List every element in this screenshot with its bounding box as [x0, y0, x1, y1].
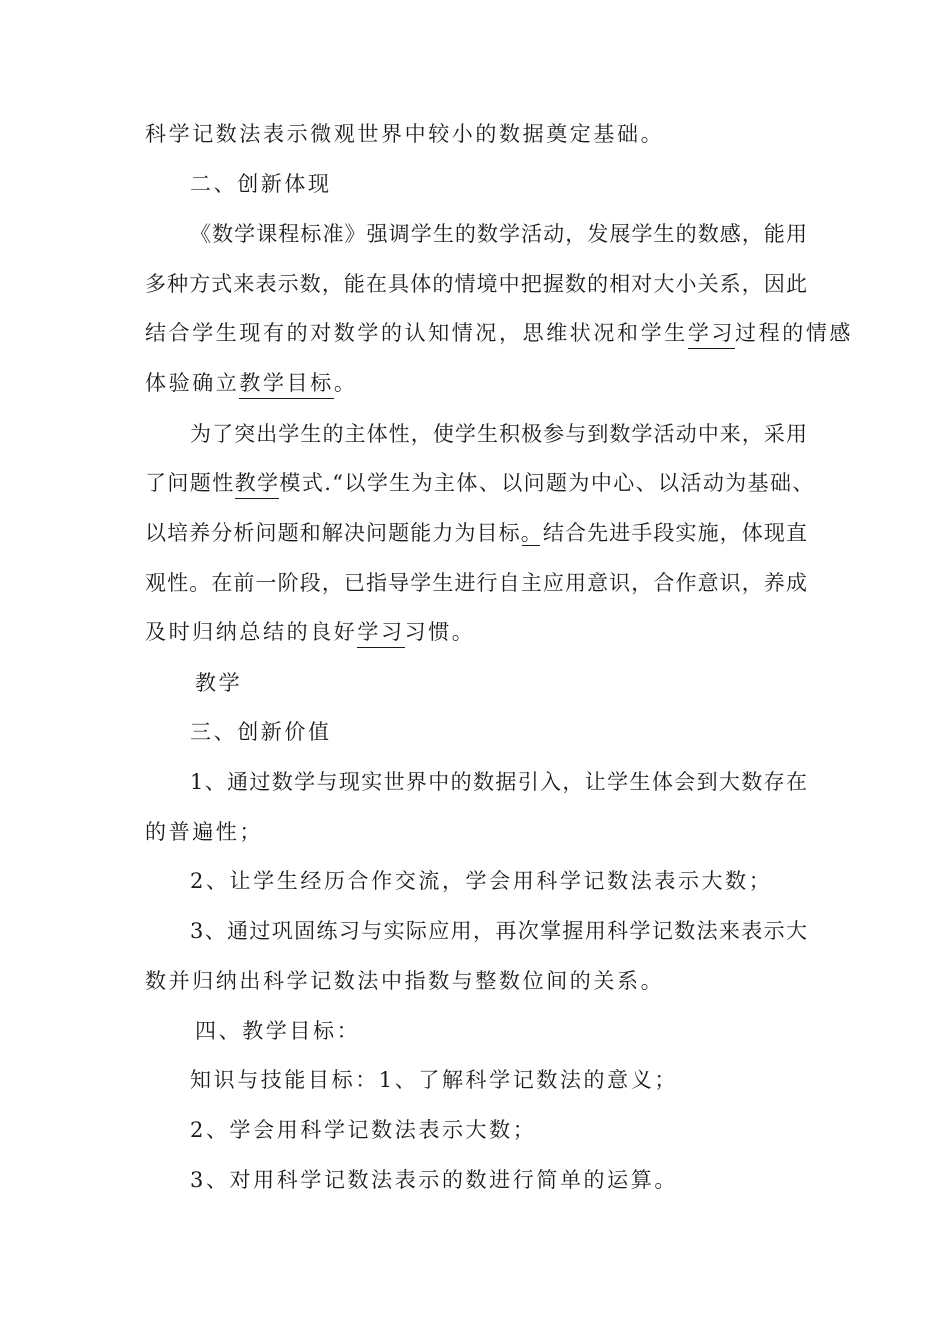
- paragraph-line: [145, 469, 815, 497]
- underlined-term: 学习: [357, 620, 405, 644]
- list-item: 3、通过巩固练习与实际应用，再次掌握用科学记数法来表示大: [190, 919, 807, 943]
- paragraph-line: [145, 618, 475, 646]
- list-item: 的普遍性；: [145, 820, 263, 844]
- paragraph-line: [145, 369, 357, 397]
- paragraph-line: 教学: [195, 671, 243, 695]
- list-item: 3、对用科学记数法表示的数进行简单的运算。: [190, 1168, 678, 1192]
- list-item: 1、通过数学与现实世界中的数据引入，让学生体会到大数存在: [190, 770, 807, 794]
- underline-mark: [522, 545, 540, 546]
- paragraph-line: [145, 319, 853, 347]
- section-heading: 二、创新体现: [190, 172, 332, 196]
- list-item: 数并归纳出科学记数法中指数与整数位间的关系。: [145, 969, 665, 993]
- text-segment: 过程的情感: [735, 321, 854, 345]
- paragraph-line: 以培养分析问题和解决问题能力为目标。结合先进手段实施，体现直: [145, 521, 807, 545]
- text-segment: 。: [333, 371, 358, 395]
- paragraph-line: 观性。在前一阶段，已指导学生进行自主应用意识，合作意识，养成: [145, 571, 807, 595]
- underlined-term: 教学目标: [239, 371, 334, 395]
- paragraph-line: 《数学课程标准》强调学生的数学活动，发展学生的数感，能用: [190, 222, 807, 246]
- text-segment: 及时归纳总结的良好: [145, 620, 358, 644]
- text-segment: 结合学生现有的对数学的认知情况，思维状况和学生: [145, 321, 688, 345]
- text-segment: 了问题性: [145, 471, 235, 495]
- paragraph-line: 为了突出学生的主体性，使学生积极参与到数学活动中来，采用: [190, 422, 807, 446]
- paragraph-line: 多种方式来表示数，能在具体的情境中把握数的相对大小关系，因此: [145, 272, 807, 296]
- list-item: 2、学会用科学记数法表示大数；: [190, 1118, 537, 1142]
- section-heading: 四、教学目标：: [195, 1019, 361, 1043]
- text-segment: 习惯。: [404, 620, 476, 644]
- section-heading: 三、创新价值: [190, 720, 332, 744]
- text-segment: 模式.“以学生为主体、以问题为中心、以活动为基础、: [279, 471, 815, 495]
- list-item: 2、让学生经历合作交流，学会用科学记数法表示大数；: [190, 869, 773, 893]
- underlined-term: 学习: [687, 321, 736, 345]
- paragraph-line: 科学记数法表示微观世界中较小的数据奠定基础。: [145, 122, 665, 146]
- underlined-term: 教学: [234, 471, 280, 495]
- list-item: 知识与技能目标：1、了解科学记数法的意义；: [190, 1068, 678, 1092]
- text-segment: 体验确立: [145, 371, 240, 395]
